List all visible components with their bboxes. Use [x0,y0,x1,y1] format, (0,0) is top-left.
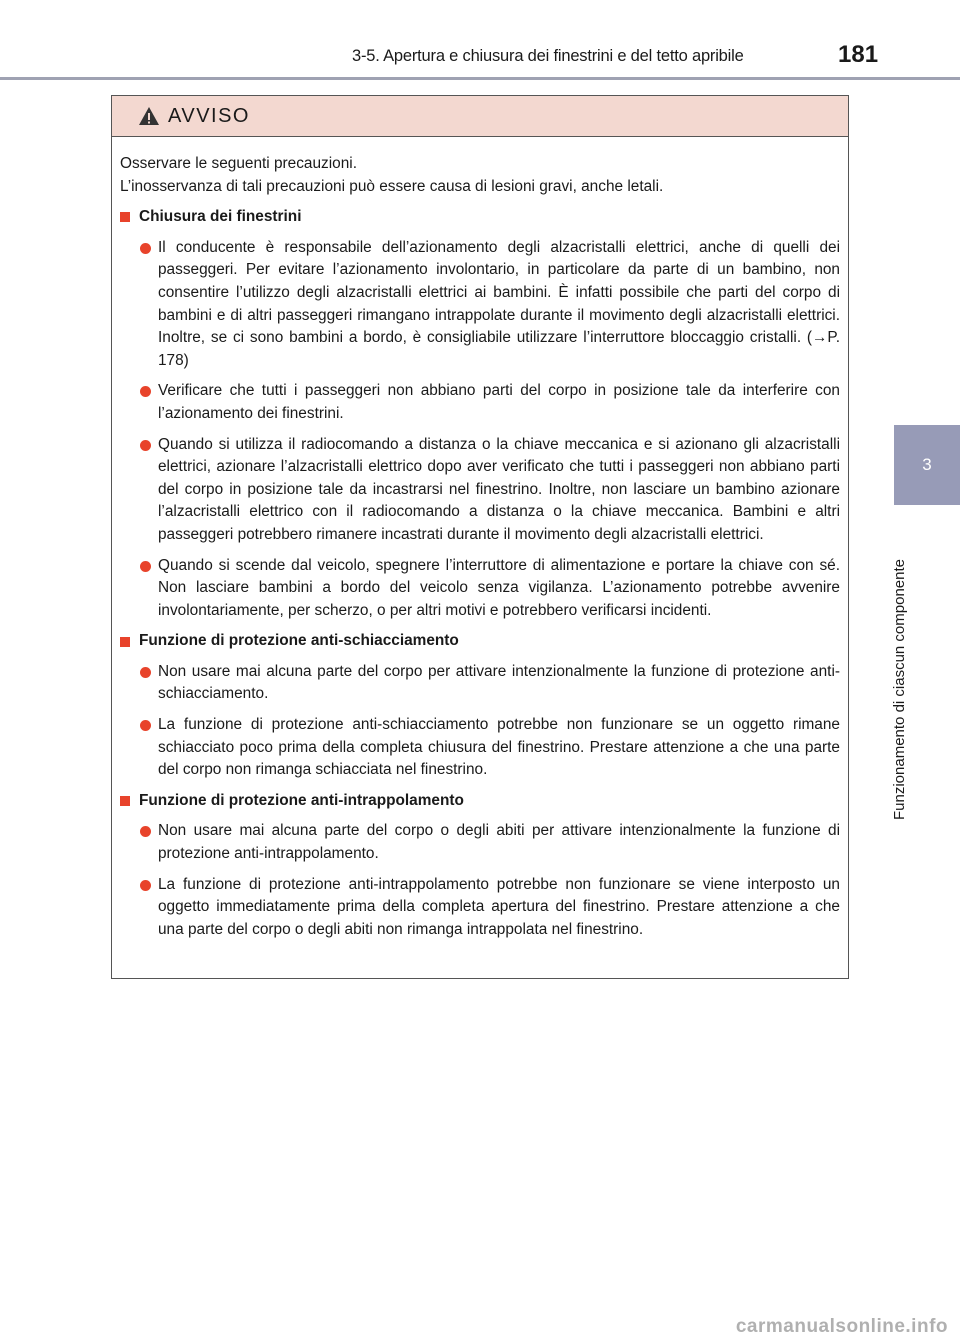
bullet-item [120,874,840,942]
warning-title: AVVISO [168,104,250,127]
page-number: 181 [838,41,879,68]
bullet-text: Non usare mai alcuna parte del corpo per attivare intenzionalmente la funzione di protezione anti-schiacciamento. [158,662,840,703]
chapter-tab [894,425,960,505]
chapter-label: Funzionamento di ciascun componente [891,559,908,820]
bullet-text: Il conducente è responsabile dell’azionamento degli alzacristalli elettrici, anche di quelli dei passeggeri. Per evitare l’azionamento involontario, in particolare da parte di un bambino, non consentire l’utilizzo degli alzacristalli elettrici ai bambini. È infatti possibile che parti del corpo di bambini e di altri passeggeri rimangano intrappolate durante il movimento degli alzacristalli elettrici. Inoltre, se ci sono bambini a bordo, è consigliabile utilizzare l’interruttore bloccaggio cristalli. (→P. 178) [158,238,840,369]
warning-body [112,137,848,941]
red-bullet-icon [140,561,151,572]
intro-line: Osservare le seguenti precauzioni. [120,155,357,172]
bullet-text: La funzione di protezione anti-intrappolamento potrebbe non funzionare se viene interposto un oggetto immediatamente prima della completa apertura del finestrino. Prestare attenzione a che una parte del corpo o degli abiti non rimanga intrappolata nel finestrino. [158,875,840,938]
bullet-item [120,237,840,373]
bullet-text: Non usare mai alcuna parte del corpo o degli abiti per attivare intenzionalmente la funzione di protezione anti-intrappolamento. [158,822,840,863]
red-bullet-icon [140,720,151,731]
section-title: 3-5. Apertura e chiusura dei finestrini e del tetto apribile [352,47,744,65]
bullet-item [120,380,840,425]
section-heading [120,206,840,229]
bullet-item [120,434,840,547]
red-bullet-icon [140,880,151,891]
warning-box [111,95,849,979]
warning-intro [120,153,840,198]
red-bullet-icon [140,826,151,837]
bullet-text: Quando si scende dal veicolo, spegnere l’interruttore di alimentazione e portare la chiave con sé. Non lasciare bambini a bordo del veicolo senza vigilanza. L’azionamento potrebbe avvenire involontariamente, per scherzo, o per altri motivi e potrebbero verificarsi incidenti. [158,556,840,619]
bullet-item [120,661,840,706]
section-heading-text: Chiusura dei finestrini [139,208,302,226]
section-heading [120,790,840,813]
warning-header [112,96,848,137]
red-square-icon [120,796,130,806]
bullet-item [120,820,840,865]
red-square-icon [120,637,130,647]
section-heading [120,630,840,653]
bullet-text: Verificare che tutti i passeggeri non abbiano parti del corpo in posizione tale da interferire con l’azionamento dei finestrini. [158,382,840,422]
bullet-item [120,714,840,782]
bullet-text: Quando si utilizza il radiocomando a distanza o la chiave meccanica e si azionano gli alzacristalli elettrici, azionare l’alzacristalli elettrico dopo aver verificato che tutti i passeggeri non abbiano parti del corpo in posizione tale da incastrarsi nel finestrino. Inoltre, non lasciare un bambino azionare l’alzacristalli elettrico con il radiocomando a distanza o la chiave meccanica. Bambini e altri passeggeri potrebbero rimanere incastrati durante il movimento degli alzacristalli elettrici. [158,435,840,543]
red-bullet-icon [140,243,151,254]
red-bullet-icon [140,667,151,678]
red-bullet-icon [140,440,151,451]
section-heading-text: Funzione di protezione anti-schiacciamento [139,632,459,650]
intro-line: L’inosservanza di tali precauzioni può essere causa di lesioni gravi, anche letali. [120,177,664,195]
chapter-number: 3 [922,455,932,474]
bullet-text: La funzione di protezione anti-schiacciamento potrebbe non funzionare se un oggetto rimane schiacciato poco prima della completa chiusura del finestrino. Prestare attenzione a che una parte del corpo non rimanga schiacciata nel finestrino. [158,716,840,779]
section-heading-text: Funzione di protezione anti-intrappolamento [139,791,464,809]
red-square-icon [120,212,130,222]
bullet-item [120,555,840,623]
watermark: carmanualsonline.info [735,1316,948,1337]
red-bullet-icon [140,386,151,397]
header-divider [0,77,960,80]
warning-triangle-icon [138,106,160,126]
